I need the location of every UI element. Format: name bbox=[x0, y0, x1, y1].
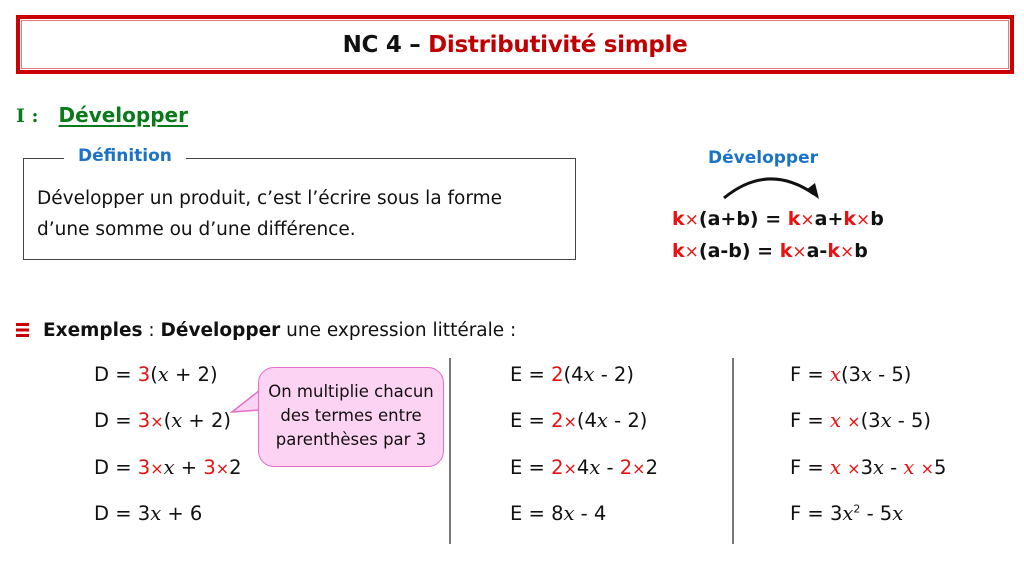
example-e-result: E = 8x - 4 bbox=[510, 502, 607, 525]
example-e-step-3: E = 2×4x - 2×2 bbox=[510, 456, 658, 479]
example-f-step-3: F = x ×3x - x ×5 bbox=[790, 456, 947, 479]
curved-arrow-icon bbox=[718, 170, 828, 202]
example-f-step-2: F = x ×(3x - 5) bbox=[790, 409, 932, 432]
callout-line: parenthèses par 3 bbox=[275, 430, 427, 449]
definition-box bbox=[23, 146, 576, 260]
rule-label: Développer bbox=[708, 148, 819, 168]
title-prefix: NC 4 – bbox=[342, 32, 429, 58]
page-title bbox=[20, 32, 1010, 58]
definition-line-1: Développer un produit, c’est l’écrire sous la forme bbox=[37, 188, 503, 209]
title-banner bbox=[16, 15, 1014, 74]
callout-line: des termes entre bbox=[280, 406, 422, 425]
example-d-step-3: D = 3×x + 3×2 bbox=[94, 456, 242, 479]
callout-bubble bbox=[258, 367, 444, 467]
example-d-result: D = 3x + 6 bbox=[94, 502, 203, 525]
example-f-result: $F = 3x^2 - 5x$ bbox=[790, 502, 904, 525]
callout-line: On multiplie chacun bbox=[268, 382, 434, 401]
example-e-step-1: E = 2(4x - 2) bbox=[510, 363, 634, 386]
section-heading bbox=[16, 103, 188, 127]
formula-sum: k×(a+b) = k×a+k×b bbox=[672, 208, 884, 230]
column-divider bbox=[449, 358, 451, 544]
example-d-step-2: D = 3×(x + 2) bbox=[94, 409, 231, 432]
examples-heading: Exemples : Développer une expression littérale : bbox=[16, 320, 516, 341]
definition-legend: Définition bbox=[64, 146, 186, 166]
section-label: Développer bbox=[58, 103, 188, 127]
example-e-step-2: E = 2×(4x - 2) bbox=[510, 409, 648, 432]
formula-difference: k×(a-b) = k×a-k×b bbox=[672, 240, 868, 262]
example-d-step-1: D = 3(x + 2) bbox=[94, 363, 218, 386]
title-main: Distributivité simple bbox=[428, 32, 688, 58]
definition-text bbox=[37, 183, 502, 245]
column-divider bbox=[732, 358, 734, 544]
section-number: I : bbox=[16, 105, 39, 127]
definition-line-2: d’une somme ou d’une différence. bbox=[37, 219, 356, 240]
list-bullet-icon bbox=[16, 323, 29, 337]
example-f-step-1: F = x(3x - 5) bbox=[790, 363, 912, 386]
